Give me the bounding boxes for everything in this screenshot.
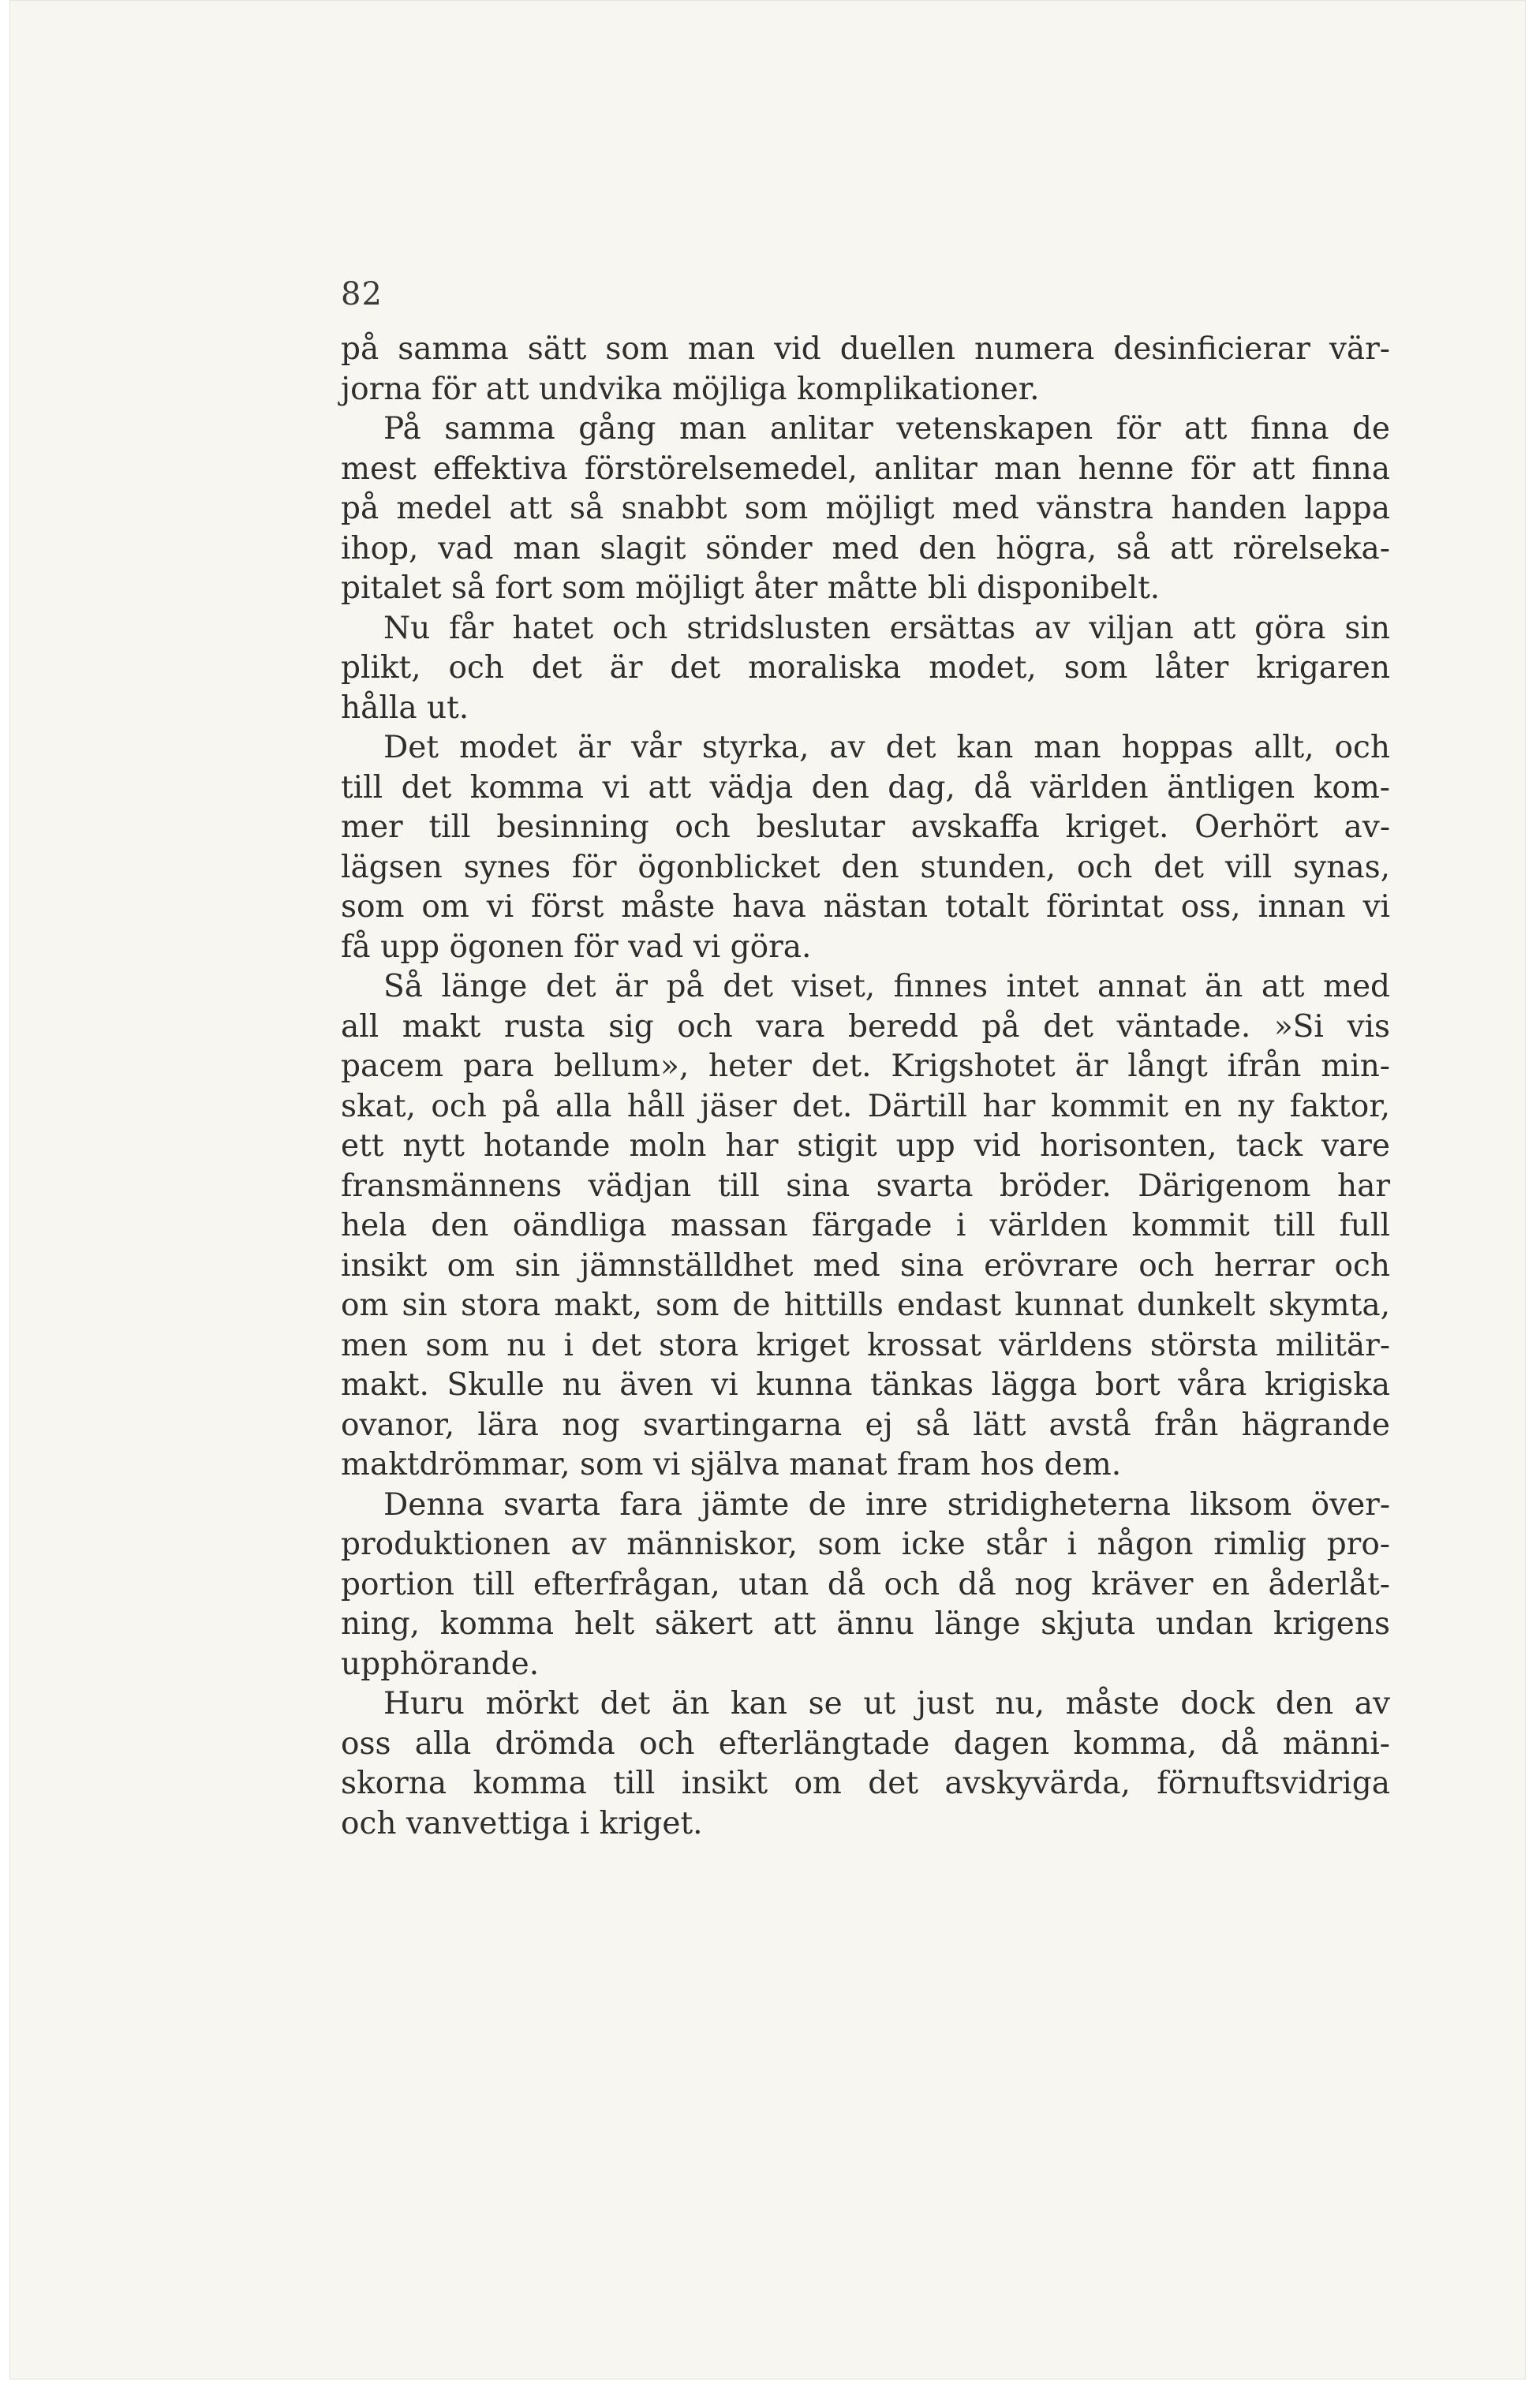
text-line: mer till besinning och beslutar avskaffa kriget. Oerhört av-	[341, 809, 1390, 845]
text-line: hålla ut.	[341, 690, 469, 726]
text-line: upphörande.	[341, 1646, 540, 1682]
text-line: Så länge det är på det viset, finnes intet annat än att med	[383, 969, 1390, 1004]
text-line: till det komma vi att vädja den dag, då världen äntligen kom-	[341, 769, 1390, 806]
text-line: hela den oändliga massan färgade i världen kommit till full	[341, 1208, 1390, 1243]
text-line: Det modet är vår styrka, av det kan man hoppas allt, och	[383, 730, 1390, 765]
text-line: jorna för att undvika möjliga komplikationer.	[341, 371, 1040, 407]
text-line: På samma gång man anlitar vetenskapen för att finna de	[383, 411, 1390, 447]
text-line: ett nytt hotande moln har stigit upp vid horisonten, tack vare	[341, 1128, 1390, 1164]
text-line: om sin stora makt, som de hittills endast kunnat dunkelt skymta,	[341, 1288, 1390, 1323]
text-line: men som nu i det stora kriget krossat världens största militär-	[341, 1327, 1390, 1363]
text-line: som om vi först måste hava nästan totalt förintat oss, innan vi	[341, 889, 1390, 925]
text-line: lägsen synes för ögonblicket den stunden, och det vill synas,	[341, 849, 1390, 885]
text-line: skat, och på alla håll jäser det. Därtill har kommit en ny faktor,	[341, 1088, 1390, 1124]
text-line: Nu får hatet och stridslusten ersättas av viljan att göra sin	[383, 610, 1390, 646]
text-line: mest effektiva förstörelsemedel, anlitar man henne för att finna	[341, 450, 1390, 487]
text-line: få upp ögonen för vad vi göra.	[341, 929, 812, 965]
text-line: ovanor, lära nog svartingarna ej så lätt avstå från hägrande	[341, 1407, 1390, 1443]
text-line: på samma sätt som man vid duellen numera desinficierar vär-	[341, 331, 1390, 367]
text-line: Huru mörkt det än kan se ut just nu, måste dock den av	[383, 1686, 1390, 1721]
text-line: oss alla drömda och efterlängtade dagen komma, då männi-	[341, 1725, 1390, 1762]
text-line: plikt, och det är det moraliska modet, som låter krigaren	[341, 650, 1390, 686]
text-line: insikt om sin jämnställdhet med sina erövrare och herrar och	[341, 1247, 1390, 1284]
text-line: ning, komma helt säkert att ännu länge skjuta undan krigens	[341, 1606, 1390, 1642]
text-line: ihop, vad man slagit sönder med den högra, så att rörelseka-	[341, 530, 1390, 566]
book-page	[9, 0, 1526, 2379]
text-line: på medel att så snabbt som möjligt med vänstra handen lappa	[341, 491, 1390, 526]
text-line: portion till efterfrågan, utan då och då nog kräver en åderlåt-	[341, 1566, 1390, 1602]
text-line: Denna svarta fara jämte de inre stridigheterna liksom över-	[383, 1486, 1390, 1523]
text-line: skorna komma till insikt om det avskyvärda, förnuftsvidriga	[341, 1766, 1390, 1801]
text-line: all makt rusta sig och vara beredd på det väntade. »Si vis	[341, 1008, 1390, 1045]
text-line: maktdrömmar, som vi själva manat fram hos dem.	[341, 1447, 1122, 1482]
text-line: makt. Skulle nu även vi kunna tänkas lägga bort våra krigiska	[341, 1367, 1390, 1403]
body-text	[341, 330, 1390, 1844]
text-line: pacem para bellum», heter det. Krigshotet är långt ifrån min-	[341, 1049, 1390, 1084]
text-line: och vanvettiga i kriget.	[341, 1805, 703, 1841]
text-line: fransmännens vädjan till sina svarta bröder. Därigenom har	[341, 1168, 1390, 1204]
text-line: pitalet så fort som möjligt åter måtte bli disponibelt.	[341, 570, 1161, 606]
text-line: produktionen av människor, som icke står i någon rimlig pro-	[341, 1527, 1390, 1562]
page-number: 82	[341, 276, 383, 312]
